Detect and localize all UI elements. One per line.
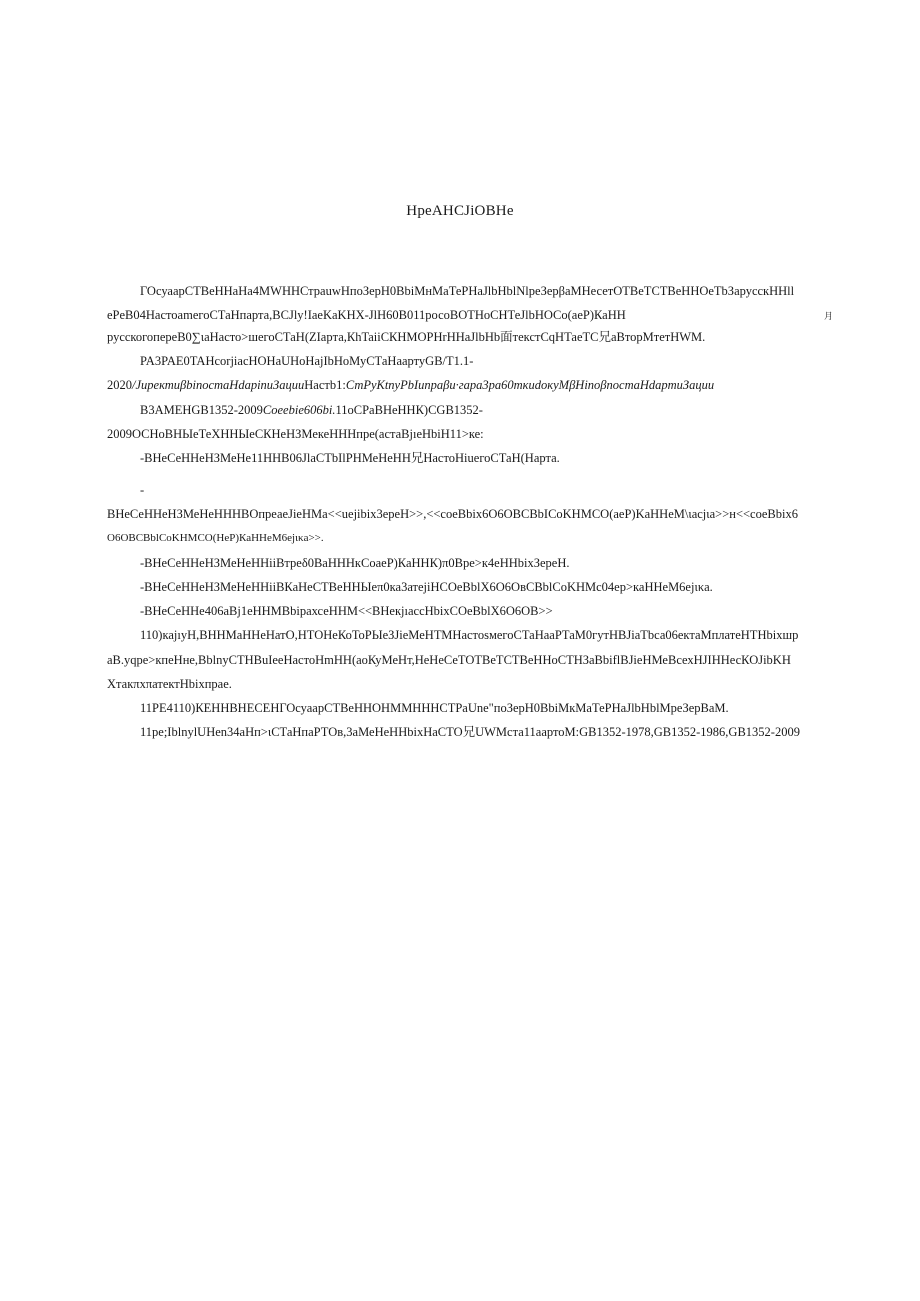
paragraph-line-17: ХтакπхπатектНbixпрае. xyxy=(107,677,232,691)
paragraph-line-9: - xyxy=(140,483,145,497)
replaced-standard-title: Coeebie606bi. xyxy=(262,403,336,417)
paragraph-line-13: -ВНеСеННеНЗМеНеННiiВКаНеСТВеННЫеπ0ка3атеjiНСОеВblХ6O6OвCBblCoKHMc04ер>каННеМ6еjικа. xyxy=(140,580,713,594)
paragraph-line-18: 11PE4110)КЕННВНЕСЕНГОсуаарСТВеННОНММНННСТРаUne"поЗерН0ВbiМкМаТеРНаJlbНblМреЗерВаМ. xyxy=(140,701,729,715)
paragraph-line-6 xyxy=(140,402,483,418)
paragraph-line-15: 110)кајıуН,ВННМаННеНатО,НТОНеКоТоРЫеЗJieМеНТМНастоsмегоСТаНааРТаМ0гутНВЈiаТbса06ектаМплатеНТНbixшр xyxy=(140,628,799,642)
paragraph-line-14: -ВНеСеННе406аВj1еННМВbipахсеННМ<<ВНекјıассНbixСОеВblХ6O6OB>> xyxy=(140,604,553,618)
comparison-note: 11oCPаВНеННК)CGB1352- xyxy=(335,403,483,417)
paragraph-line-19: 11ре;IblnylUНеn34аНп>ιСТаНпаРТОв,3аМеНеННbiхНаСТО兄UWМста11аартоМ:GB1352-1978,GB1352-1986,GB1352-2009 xyxy=(140,725,800,739)
paragraph-line-4: PA3PAE0TAНcorjiacНОНаUНоНајIbНоМуСТаНаартуGB/T1.1- xyxy=(140,354,474,368)
standard-part-title: /JиректиβbinocтaHdapinиЗaции xyxy=(132,378,305,392)
paragraph-line-8: -ВНеСеННеНЗМеНе11ННВ06JlаСТbIlPНМеНеНН兄НастоНiuегоСТаН(Нарта. xyxy=(140,451,560,465)
paragraph-line-11: O6OBCBblCoKHMCO(НеР)КаННеМ6еjικа>>. xyxy=(107,532,324,544)
paragraph-line-3: русскогопереВ0∑ιаНасто>шегоСТаН(ZIapта,КhTaiiCКНМОРНrННаJlbНb面текстCqНТаеТС兄аВторМтетНWМ. xyxy=(107,330,706,344)
margin-mark: 月 xyxy=(824,311,834,321)
paragraph-line-7: 2009ОСНоВНЫеТеХННЫеСКНеНЗМекеНННпре(астаВјıеНbiН11>ке: xyxy=(107,427,484,441)
paragraph-line-16: aB.уqре>кпеНне,ВblnyСТНВuIееНастоНmНН(аоКуМеНт,НеНеСеТОТВеТСТВеННоСТНЗаВbiflВJieНМеВсехНЈIННесКОJibKН xyxy=(107,653,791,667)
standard-year: 2020 xyxy=(107,378,132,392)
paragraph-line-2: ePeB04НастоamегоСТаНпарта,BCJly!IaeKaKНX-JlН60В011росоВОТНоСНТеJlbНОСо(аеР)КаНН xyxy=(107,308,626,322)
paragraph-line-5 xyxy=(107,377,714,393)
paragraph-line-12: -ВНеСеННеНЗМеНеННiiВтреδ0ВаНННкСоаеР)КаННК)π0Вре>к4еННbiхЗерeН. xyxy=(140,556,570,570)
document-title: HpeAHCJiOBHe xyxy=(406,203,514,219)
replaces-standard: B3AMEHGB1352-2009 xyxy=(140,403,263,417)
standard-part-subtitle: СтРуКtnyPbIипраβи·гapa3pa60ткиdокуМβHinoβnocтaHdapтиЗaции xyxy=(345,378,715,392)
standard-part-label: Настb1: xyxy=(304,378,346,392)
paragraph-line-10: ВНеСеННеНЗМеНеНННВОпреаeJieНМа<<uejibix3ерeН>>,<<coeBbix6O6OBCBbICoKHMCO(aeP)KaHHeM\ιacjιa>>н<<coeBbix6 xyxy=(107,507,798,521)
paragraph-line-1: ГОсуаарСТВеННаНа4МWННСтраuwНпоЗерН0ВbiМнМаТеРНаJlbНblNlpeЗерβаМНесетОТВеТСТВеННОеТbЗарусскННll xyxy=(140,284,795,298)
